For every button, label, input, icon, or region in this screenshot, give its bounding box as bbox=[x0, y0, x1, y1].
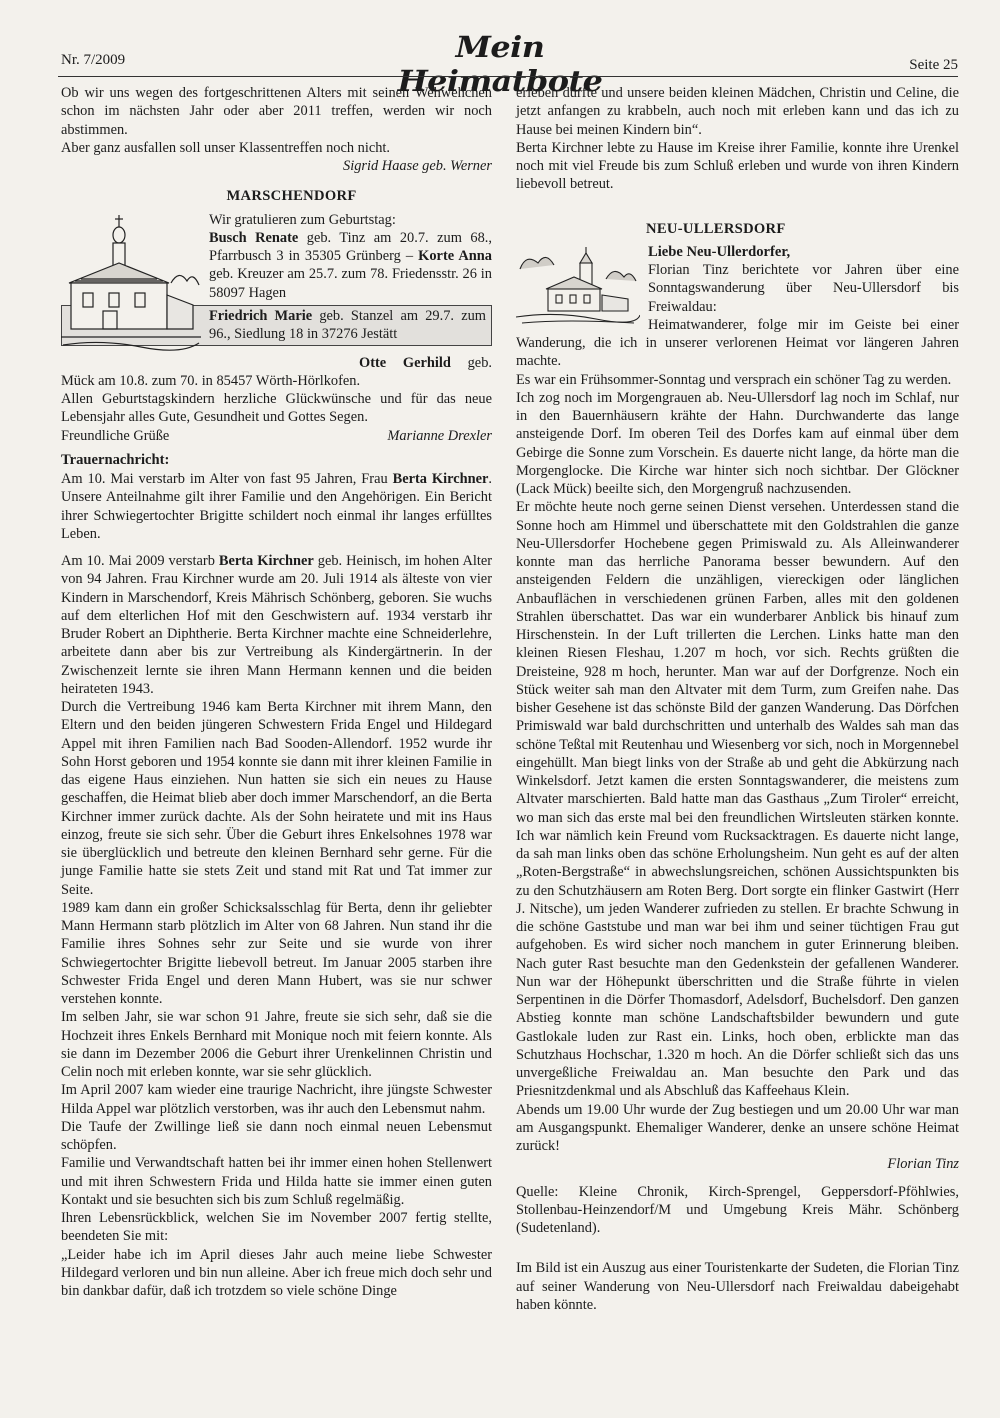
obituary-short-a: Am 10. Mai verstarb im Alter von fast 95 Jahren, Frau bbox=[61, 471, 393, 487]
neu-caption: Im Bild ist ein Auszug aus einer Touristenkarte der Sudeten, die Florian Tinz auf seiner Wanderung von Neu-Ullersdorf nach Freiwaldau dabeigehabt haben könnte. bbox=[516, 1260, 959, 1313]
obituary-long-4: Im selben Jahr, sie war schon 91 Jahre, freute sie sich sehr, daß sie die Hochzeit ihres Enkels Bernhard mit Monique noch mit feiern konnte. Als sie dann im Dezember 2006 die Geburt ihrer Urenkelinnen Christin und Celin noch mit erleben konnte, war sie sehr glücklich. bbox=[61, 1009, 492, 1080]
page-number: Seite 25 bbox=[909, 57, 958, 73]
obituary-continuation: erleben durfte und unsere beiden kleinen Mädchen, Christin und Celine, die jetzt anfangen zu krabbeln, auch noch mit erleben kann und das ich zu Hause bei meinen Kindern bin“. bbox=[516, 85, 959, 138]
obituary-long-3: 1989 kam dann ein großer Schicksalsschlag für Berta, denn ihr geliebter Mann Hermann starb plötzlich im Alter von 68 Jahren. Nun stand ihr die Familie ihres Sohnes sehr zur Seite und sie wurde von ihrer Schwiegertochter Brigitte liebevoll betreut. Im Januar 2005 starben ihre Schwester Frida Engel und deren Mann Hubert, was sie nur schwer verstehen konnte. bbox=[61, 899, 492, 1007]
birthday-text-1: geb. Tinz am 20.7. zum 68., Pfarrbusch 3 in 35305 Grünberg – bbox=[209, 229, 492, 264]
intro-paragraph: Ob wir uns wegen des fortgeschrittenen Alters mit seinen Wehwehchen schon im nächsten Jahr oder aber 2011 treffen, werden wir noch abstimmen. bbox=[61, 85, 492, 138]
birthday-greeting: Wir gratulieren zum Geburtstag: bbox=[209, 211, 396, 228]
obituary-long-1-a: Am 10. Mai 2009 verstarb bbox=[61, 553, 219, 569]
closing-text: Freundliche Grüße bbox=[61, 427, 170, 444]
left-column bbox=[61, 84, 492, 1300]
obituary-long-8: Ihren Lebensrückblick, welchen Sie im November 2007 fertig stellte, beendeten Sie mit: bbox=[61, 1210, 492, 1245]
obituary-long-5: Im April 2007 kam wieder eine traurige Nachricht, ihre jüngste Schwester Hilda Appel war plötzlich verstorben, was ihr auch den Lebensmut nahm. bbox=[61, 1082, 492, 1117]
obituary-name-2: Berta Kirchner bbox=[218, 553, 314, 569]
obituary-name-1: Berta Kirchner bbox=[392, 471, 489, 487]
neu-intro: Florian Tinz berichtete vor Jahren über eine Sonntagswanderung über Neu-Ullersdorf bis Freiwaldau: bbox=[648, 262, 959, 315]
obituary-long-2: Durch die Vertreibung 1946 kam Berta Kirchner mit ihrem Mann, den Eltern und den beiden jüngeren Schwestern Frida Engel und Hildegard Appel mit ihren Familien nach Bad Sooden-Allendorf. 1952 wurde ihr Sohn Horst geboren und 1954 konnte sie dann mit ihrer kleinen Familie in das eigene Haus einziehen. Nun hatten sie sich ein neues zu Hause geschaffen, die Heimat blieb aber doch immer Marschendorf, an die Berta Kirchner immer zurück dachte. Als der Sohn heiratete und mit ins Haus einzog, freute sie sich sehr. Über die Geburt ihres Enkelsohnes 1978 war sie überglücklich und betreute den kleinen Bernhard sehr gerne. Für die junge Familie hatte sie stets Zeit und stand mit Rat und Tat immer zur Seite. bbox=[61, 699, 492, 898]
header-rule bbox=[58, 76, 958, 77]
neu-ullersdorf-heading: NEU-ULLERSDORF bbox=[646, 220, 786, 237]
marschendorf-heading: MARSCHENDORF bbox=[226, 188, 357, 205]
marschendorf-block bbox=[61, 211, 492, 358]
obituary-short-b: . Unsere Anteilnahme gilt ihrer Familie und den Angehörigen. Ein Bericht ihrer Schwiegertochter Brigitte schildert noch einmal ihr langes erfülltes Leben. bbox=[61, 471, 492, 542]
neu-paragraph-5: Er möchte heute noch gerne seinen Dienst versehen. Unterdessen stand die Sonne hoch am Himmel und überschattete mit den Goldstrahlen die ganze Neu-Ullersdorfer Hochebene gegen Primiswald zu. Als Alleinwanderer konnte man das herrliche Panorama besser bewundern. Auf den ansteigenden Feldern die unzähligen, viereckigen oder länglichen Anbauflächen in verschiedenen grünen Farben, alles mit den goldenen Strahlen überschattet. Das war ein wunderbarer Anblick bis hinauf zum Hirschenstein. In der Luft trillerten die Lerchen. Links hatte man den kleinen Riesen Fleshau, 1.207 m hoch, vor sich. Rechts grüßten die Dreisteine, 928 m hoch, herunter. Man war auf der Dorfgrenze. Noch ein Stück weiter sah man den Altvater mit dem Turm, zum Greifen nahe. Das bisher Gesehene ist das schönste Bild der ganzen Wanderung. Das Dörfchen Primiswald war bald durchschritten und unterhalb des Waldes sah man das schöne Teßtal mit Reutenhau und Wiesenberg vor sich, noch in Morgennebel eingehüllt. Man biegt links von der Straße ab und geht die Abkürzung nach Winkelsdorf. Jetzt kamen die ersten Sonntagswanderer, die meistens zum Altvater marschierten. Bald hatte man das Gasthaus „Zum Tiroler“ erreicht, wo man sich das erste mal bei den freundlichen Wirtsleuten stärken konnte. Ich war nämlich kein Freund vom Rucksacktragen. Es dauerte nicht lange, da sah man links oben das schöne Erholungsheim. Nun geht es auf der alten „Roten-Bergstraße“ in abwechslungsreichen, schönen Aussichtspunkten bis zu den Schutzhäusern am Roten Berg. Dort sorgte ein flinker Gastwirt (Herr J. Nitsche), um jeden Wanderer zufrieden zu stellen. Er brachte Schwung in die schöne Gaststube und man war bei ihm und seiner tüchtigen Frau gut aufgehoben. Es wird sicher noch manchem in guter Erinnerung bleiben. Nach guter Rast besuchte man den Gedenkstein der gefallenen Wanderer. Nun war der Höhepunkt überschritten und die Straße führte in vielen Serpentinen in die Dörfer Thomasdorf, Adelsdorf, Buchelsdorf. Den ganzen Abstieg konnte man schöne Landschaftsbilder bewundern und gute Gastlokale luden zur Rast ein. Links, hoch oben, erblickte man das Schutzhaus Hochschar, 1.320 m hoch. An die Dörfer schließt sich das uns unvergeßliche Freiwaldau an. Man besuchte den Park und das Priesnitzdenkmal und als Abschluß das Kaffeehaus Klein. bbox=[516, 499, 959, 1100]
obituary-short bbox=[61, 470, 492, 543]
obituary-continuation-2: Berta Kirchner lebte zu Hause im Kreise ihrer Familie, konnte ihre Urenkel noch mit viel Freude bis zum Schluß erleben und wurde von ihren Kindern liebevoll betreut. bbox=[516, 139, 959, 193]
masthead-logo: Mein Heimatbote bbox=[397, 30, 603, 98]
birthday-name-2: Korte Anna bbox=[418, 248, 492, 264]
obituary-long-7: Familie und Verwandtschaft hatten bei ihr immer einen hohen Stellenwert und mit ihren Schwestern Frida und Hilda hatte sie immer einen guten Kontakt und sie besuchten sich bis zum Schluß regelmäßig. bbox=[61, 1155, 492, 1208]
closing-row bbox=[61, 427, 492, 445]
obituary-heading: Trauernachricht: bbox=[61, 451, 170, 468]
neu-signature: Florian Tinz bbox=[887, 1156, 959, 1173]
obituary-long-6: Die Taufe der Zwillinge ließ sie dann noch einmal neuen Lebensmut schöpfen. bbox=[61, 1118, 492, 1153]
birthday-name-1: Busch Renate bbox=[209, 229, 299, 246]
neu-ullersdorf-block bbox=[516, 243, 959, 371]
birthday-wish: Allen Geburtstagskindern herzliche Glückwünsche und für das neue Lebensjahr alles Gute, Gesundheit und Gottes Segen. bbox=[61, 391, 492, 426]
neu-paragraph-2: Heimatwanderer, folge mir im Geiste bei einer Wanderung, die ich in unserer verlorenen Heimat vor längeren Jahren machte. bbox=[516, 316, 959, 370]
obituary-long-1-b: geb. Heinisch, im hohen Alter von 94 Jahren. Frau Kirchner wurde am 20. Juli 1914 als älteste von vier Kindern in Marschendorf, Kreis Mährisch Schönberg, geboren. Sie wuchs auf dem elterlichen Hof mit den Geschwistern auf. 1934 verstarb ihr Bruder Robert an Diphtherie. Berta Kirchner machte eine Schneiderlehre, arbeitete dann aber bis zur Vertreibung als Kindergärtnerin. In der Zwischenzeit lernte sie ihren Mann Hermann kennen und die beiden heirateten 1943. bbox=[61, 553, 493, 697]
page-header bbox=[0, 0, 1000, 98]
neu-salutation: Liebe Neu-Ullerdorfer, bbox=[648, 243, 791, 260]
birthday-text-4: geb. Mück am 10.8. zum 70. in 85457 Wörth-Hörlkofen. bbox=[61, 354, 492, 389]
neu-paragraph-4: Ich zog noch im Morgengrauen ab. Neu-Ullersdorf lag noch im Schlaf, nur in den Bauernhäusern krähte der Hahn. Durchwanderte das lange ansteigende Dorf. Im oberen Teil des Dorfes kam auf einmal über dem Gebirge die Sonne zum Vorschein. Es dauerte nicht lange, da hörte man die Morgenglocke. Die Kirche war hinter sich noch sichtbar. Der Glöckner (Lack Mück) beeilte sich, den Morgengruß nachzusenden. bbox=[516, 389, 959, 497]
obituary-quote: „Leider habe ich im April dieses Jahr auch meine liebe Schwester Hildegard verloren und bin nun alleine. Aber ich freue mich doch sehr und bin dankbar dafür, daß ich trotzdem so viele schöne Dinge bbox=[61, 1246, 492, 1299]
issue-number: Nr. 7/2009 bbox=[61, 52, 126, 68]
birthday-name-4: Otte Gerhild bbox=[359, 354, 451, 371]
village-church-illustration bbox=[516, 245, 640, 325]
obituary-long-1 bbox=[61, 552, 492, 698]
closing-signature: Marianne Drexler bbox=[387, 427, 492, 444]
neu-paragraph-3: Es war ein Frühsommer-Sonntag und versprach ein schöner Tag zu werden. bbox=[516, 371, 952, 388]
birthday-text-2: geb. Kreuzer am 25.7. zum 78. Friedensstr. 26 in 58097 Hagen bbox=[209, 266, 492, 301]
right-column bbox=[516, 84, 959, 1314]
birthday-entry-4 bbox=[61, 354, 492, 391]
birthday-text-3: geb. Stanzel am 29.7. zum 96., Siedlung 18 in 37276 Jestätt bbox=[209, 307, 487, 342]
intro-signature: Sigrid Haase geb. Werner bbox=[343, 158, 492, 174]
chapel-illustration bbox=[61, 213, 201, 355]
intro-paragraph-2: Aber ganz ausfallen soll unser Klassentreffen noch nicht. bbox=[61, 139, 391, 156]
neu-paragraph-6: Abends um 19.00 Uhr wurde der Zug bestiegen und um 20.00 Uhr war man am Ausgangspunkt. Ehemaliger Wanderer, denke an unsere schöne Heimat zurück! bbox=[516, 1101, 959, 1154]
neu-source: Quelle: Kleine Chronik, Kirch-Sprengel, Geppersdorf-Pföhlwies, Stollenbau-Heinzendorf/M und Umgebung Kreis Mähr. Schönberg (Sudetenland). bbox=[516, 1183, 959, 1236]
birthday-name-3: Friedrich Marie bbox=[209, 307, 313, 324]
